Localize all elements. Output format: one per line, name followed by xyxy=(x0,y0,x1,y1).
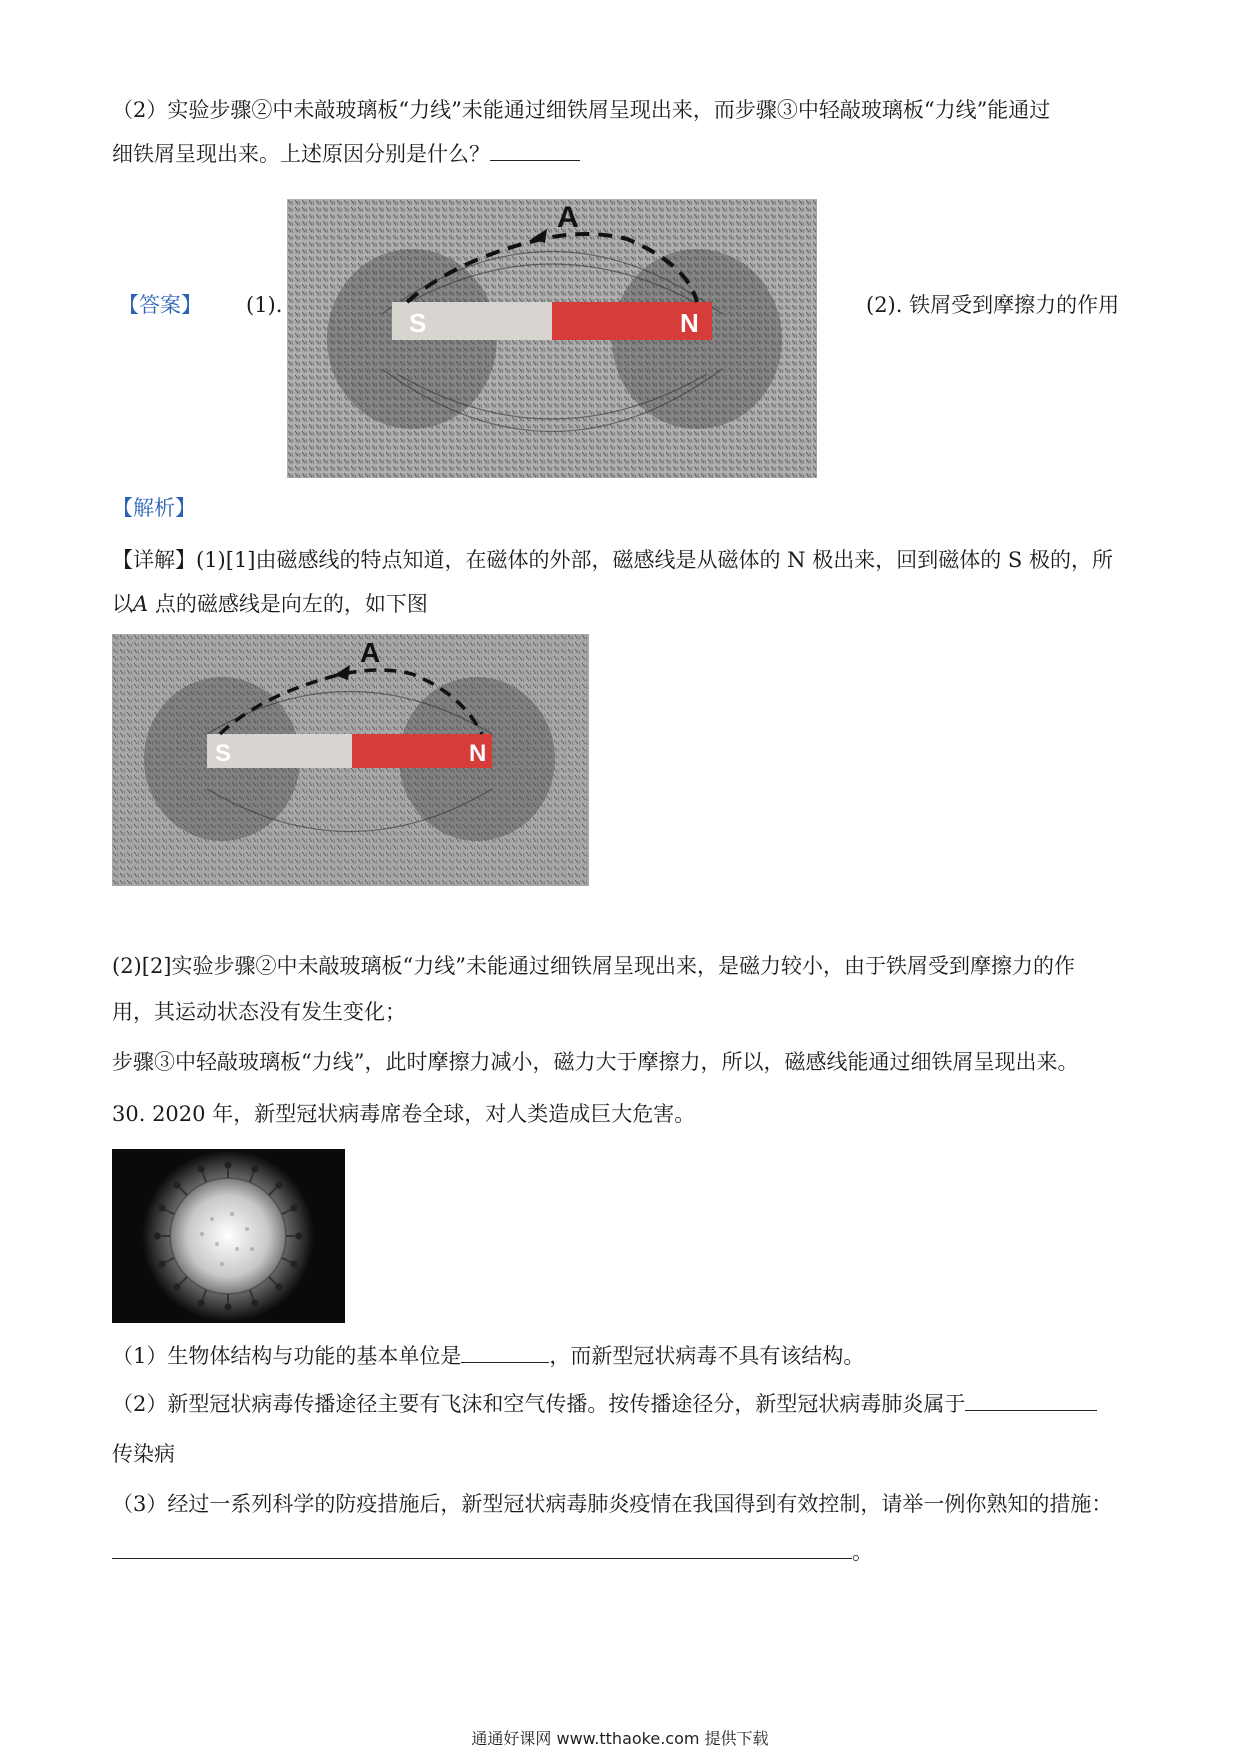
sub-2-text: （2）新型冠状病毒传播途径主要有飞沫和空气传播。按传播途径分，新型冠状病毒肺炎属于 xyxy=(112,1392,966,1416)
question-30-sub-2 xyxy=(112,1390,1097,1418)
detail-1b-post: 点的磁感线是向左的，如下图 xyxy=(148,592,428,616)
page-footer: 通通好课网 www.tthaoke.com 提供下载 xyxy=(471,1729,769,1748)
detail-3: 步骤③中轻敲玻璃板“力线”，此时摩擦力减小，磁力大于摩擦力，所以，磁感线能通过细铁屑呈现出来。 xyxy=(112,1050,1079,1074)
question-2-text: 细铁屑呈现出来。上述原因分别是什么？ xyxy=(112,142,490,166)
n-pole-label-2: N xyxy=(469,740,487,767)
magnet-field-figure xyxy=(287,199,817,478)
question-2-line-1: （2）实验步骤②中未敲玻璃板“力线”未能通过细铁屑呈现出来，而步骤③中轻敲玻璃板“力线”能通过 xyxy=(112,98,1051,122)
sub-1-post: ，而新型冠状病毒不具有该结构。 xyxy=(549,1344,865,1368)
answer-part-1: (1). xyxy=(246,293,283,317)
answer-blank xyxy=(490,140,580,161)
point-a-label-2: A xyxy=(360,637,381,668)
s-pole-label-2: S xyxy=(215,740,232,767)
question-30-title: 30. 2020 年，新型冠状病毒席卷全球，对人类造成巨大危害。 xyxy=(112,1102,696,1126)
question-30-sub-3: （3）经过一系列科学的防疫措施后，新型冠状病毒肺炎疫情在我国得到有效控制，请举一例你熟知的措施： xyxy=(112,1492,1113,1516)
coronavirus-image xyxy=(112,1149,345,1323)
detail-1b xyxy=(112,590,428,618)
question-30-sub-1 xyxy=(112,1342,864,1370)
point-a-label: A xyxy=(557,201,579,234)
question-2-line-2 xyxy=(112,140,580,168)
answer-part-2: (2). 铁屑受到摩擦力的作用 xyxy=(866,293,1120,317)
sub-1-blank xyxy=(461,1342,549,1363)
s-pole-label: S xyxy=(409,308,427,338)
detail-2b: 用，其运动状态没有发生变化； xyxy=(112,1000,406,1024)
detail-1b-italic: A xyxy=(133,592,149,616)
sub-3-end: 。 xyxy=(852,1540,873,1564)
answer-label: 【答案】 xyxy=(118,293,202,317)
detail-2a: (2)[2]实验步骤②中未敲玻璃板“力线”未能通过细铁屑呈现出来，是磁力较小，由于铁屑受到摩擦力的作 xyxy=(112,954,1075,978)
detail-1b-pre: 以 xyxy=(112,592,133,616)
sub-3-blank xyxy=(112,1538,852,1559)
analysis-label: 【解析】 xyxy=(112,496,196,520)
sub-2-blank xyxy=(965,1390,1097,1411)
magnet-field-figure-2 xyxy=(112,634,589,886)
sub-1-pre: （1）生物体结构与功能的基本单位是 xyxy=(112,1344,462,1368)
question-30-sub-2b: 传染病 xyxy=(112,1442,175,1466)
question-30-sub-3-answer xyxy=(112,1538,873,1566)
n-pole-label: N xyxy=(680,308,699,338)
detail-1a: 【详解】(1)[1]由磁感线的特点知道，在磁体的外部，磁感线是从磁体的 N 极出来，回到磁体的 S 极的，所 xyxy=(112,548,1113,572)
